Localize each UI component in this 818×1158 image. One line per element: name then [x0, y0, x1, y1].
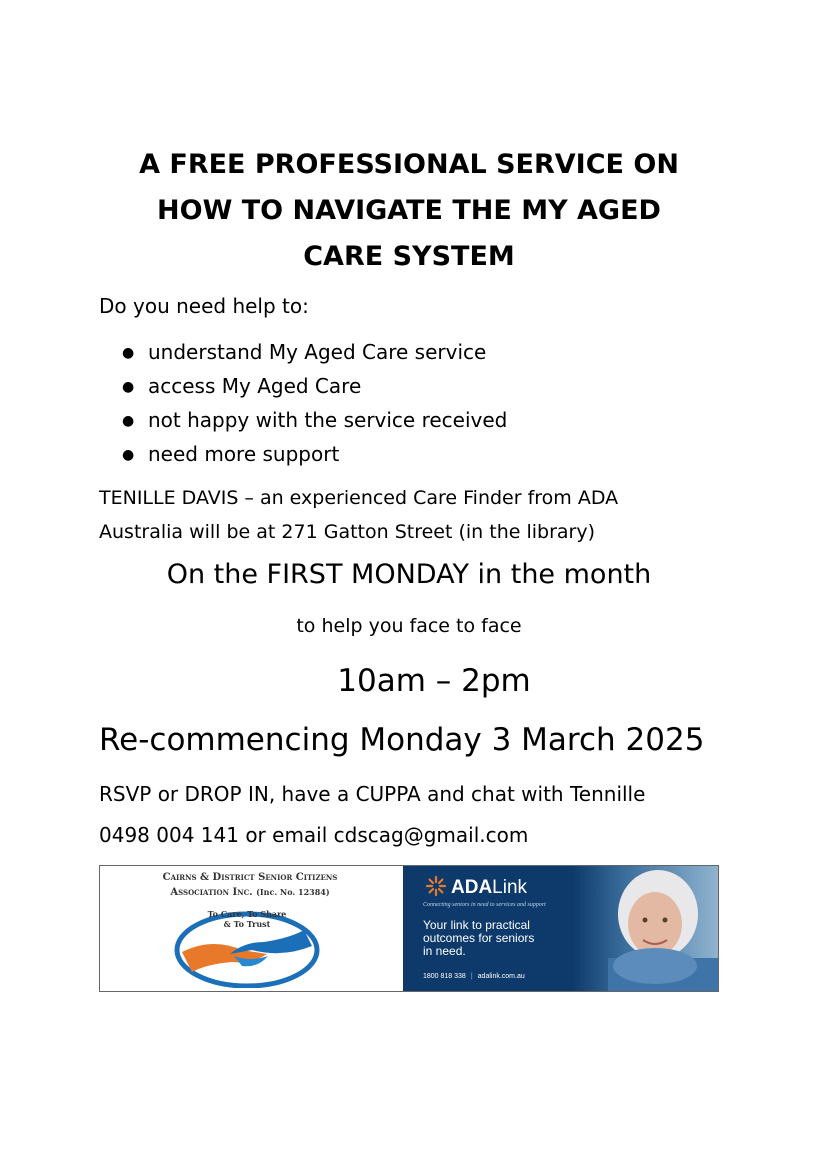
schedule-purpose: to help you face to face — [296, 615, 522, 637]
adalink-phone: 1800 818 338 — [423, 973, 466, 980]
schedule-day: On the FIRST MONDAY in the month — [166, 559, 652, 590]
headline — [80, 142, 738, 280]
adalink-tagline: Connecting seniors in need to services and support — [423, 902, 546, 908]
senior-woman-photo — [573, 866, 718, 991]
headline-line-3: CARE SYSTEM — [303, 241, 515, 272]
list-item: ● need more support — [122, 438, 507, 472]
care-finder-line-1: TENILLE DAVIS – an experienced Care Finder from ADA — [99, 487, 619, 509]
bullet-icon: ● — [122, 345, 135, 361]
bullet-icon: ● — [122, 413, 135, 429]
handshake-logo-icon — [172, 902, 322, 988]
adalink-website: adalink.com.au — [477, 973, 525, 980]
cdsca-name — [100, 871, 400, 900]
adalink-headline: Your link to practical outcomes for seniors in need. — [423, 918, 535, 958]
headline-line-2: HOW TO NAVIGATE THE MY AGED — [157, 195, 661, 226]
sunburst-icon — [425, 875, 447, 897]
cdsca-motto-line-1: To Care, To Share — [207, 909, 287, 919]
contact-details: 0498 004 141 or email cdscag@gmail.com — [99, 823, 529, 847]
list-item: ● understand My Aged Care service — [122, 336, 507, 370]
care-finder-line-2: Australia will be at 271 Gatton Street (in the library) — [99, 521, 596, 543]
adalink-ad-panel — [403, 866, 718, 991]
schedule-time: 10am – 2pm — [337, 663, 531, 699]
help-list — [122, 336, 507, 472]
recommencing-date: Re-commencing Monday 3 March 2025 — [99, 722, 705, 758]
intro-question: Do you need help to: — [99, 294, 309, 318]
rsvp-text: RSVP or DROP IN, have a CUPPA and chat with Tennille — [99, 782, 646, 806]
care-finder-info — [99, 481, 739, 549]
cdsca-name-line-1: Cairns & District Senior Citizens — [162, 872, 338, 883]
list-item: ● access My Aged Care — [122, 370, 507, 404]
cdsca-motto-line-2: & To Trust — [223, 919, 271, 929]
cdsca-reg-number: (Inc. No. 12384) — [256, 887, 330, 897]
adalink-contact: 1800 818 338 | adalink.com.au — [423, 973, 525, 980]
sponsor-banner — [99, 865, 719, 992]
list-item: ● not happy with the service received — [122, 404, 507, 438]
bullet-icon: ● — [122, 447, 135, 463]
cdsca-logo-panel — [100, 866, 403, 991]
bullet-icon: ● — [122, 379, 135, 395]
adalink-logo: ADALink — [425, 875, 527, 899]
headline-line-1: A FREE PROFESSIONAL SERVICE ON — [139, 149, 679, 180]
cdsca-name-line-2: Association Inc. — [170, 887, 253, 898]
